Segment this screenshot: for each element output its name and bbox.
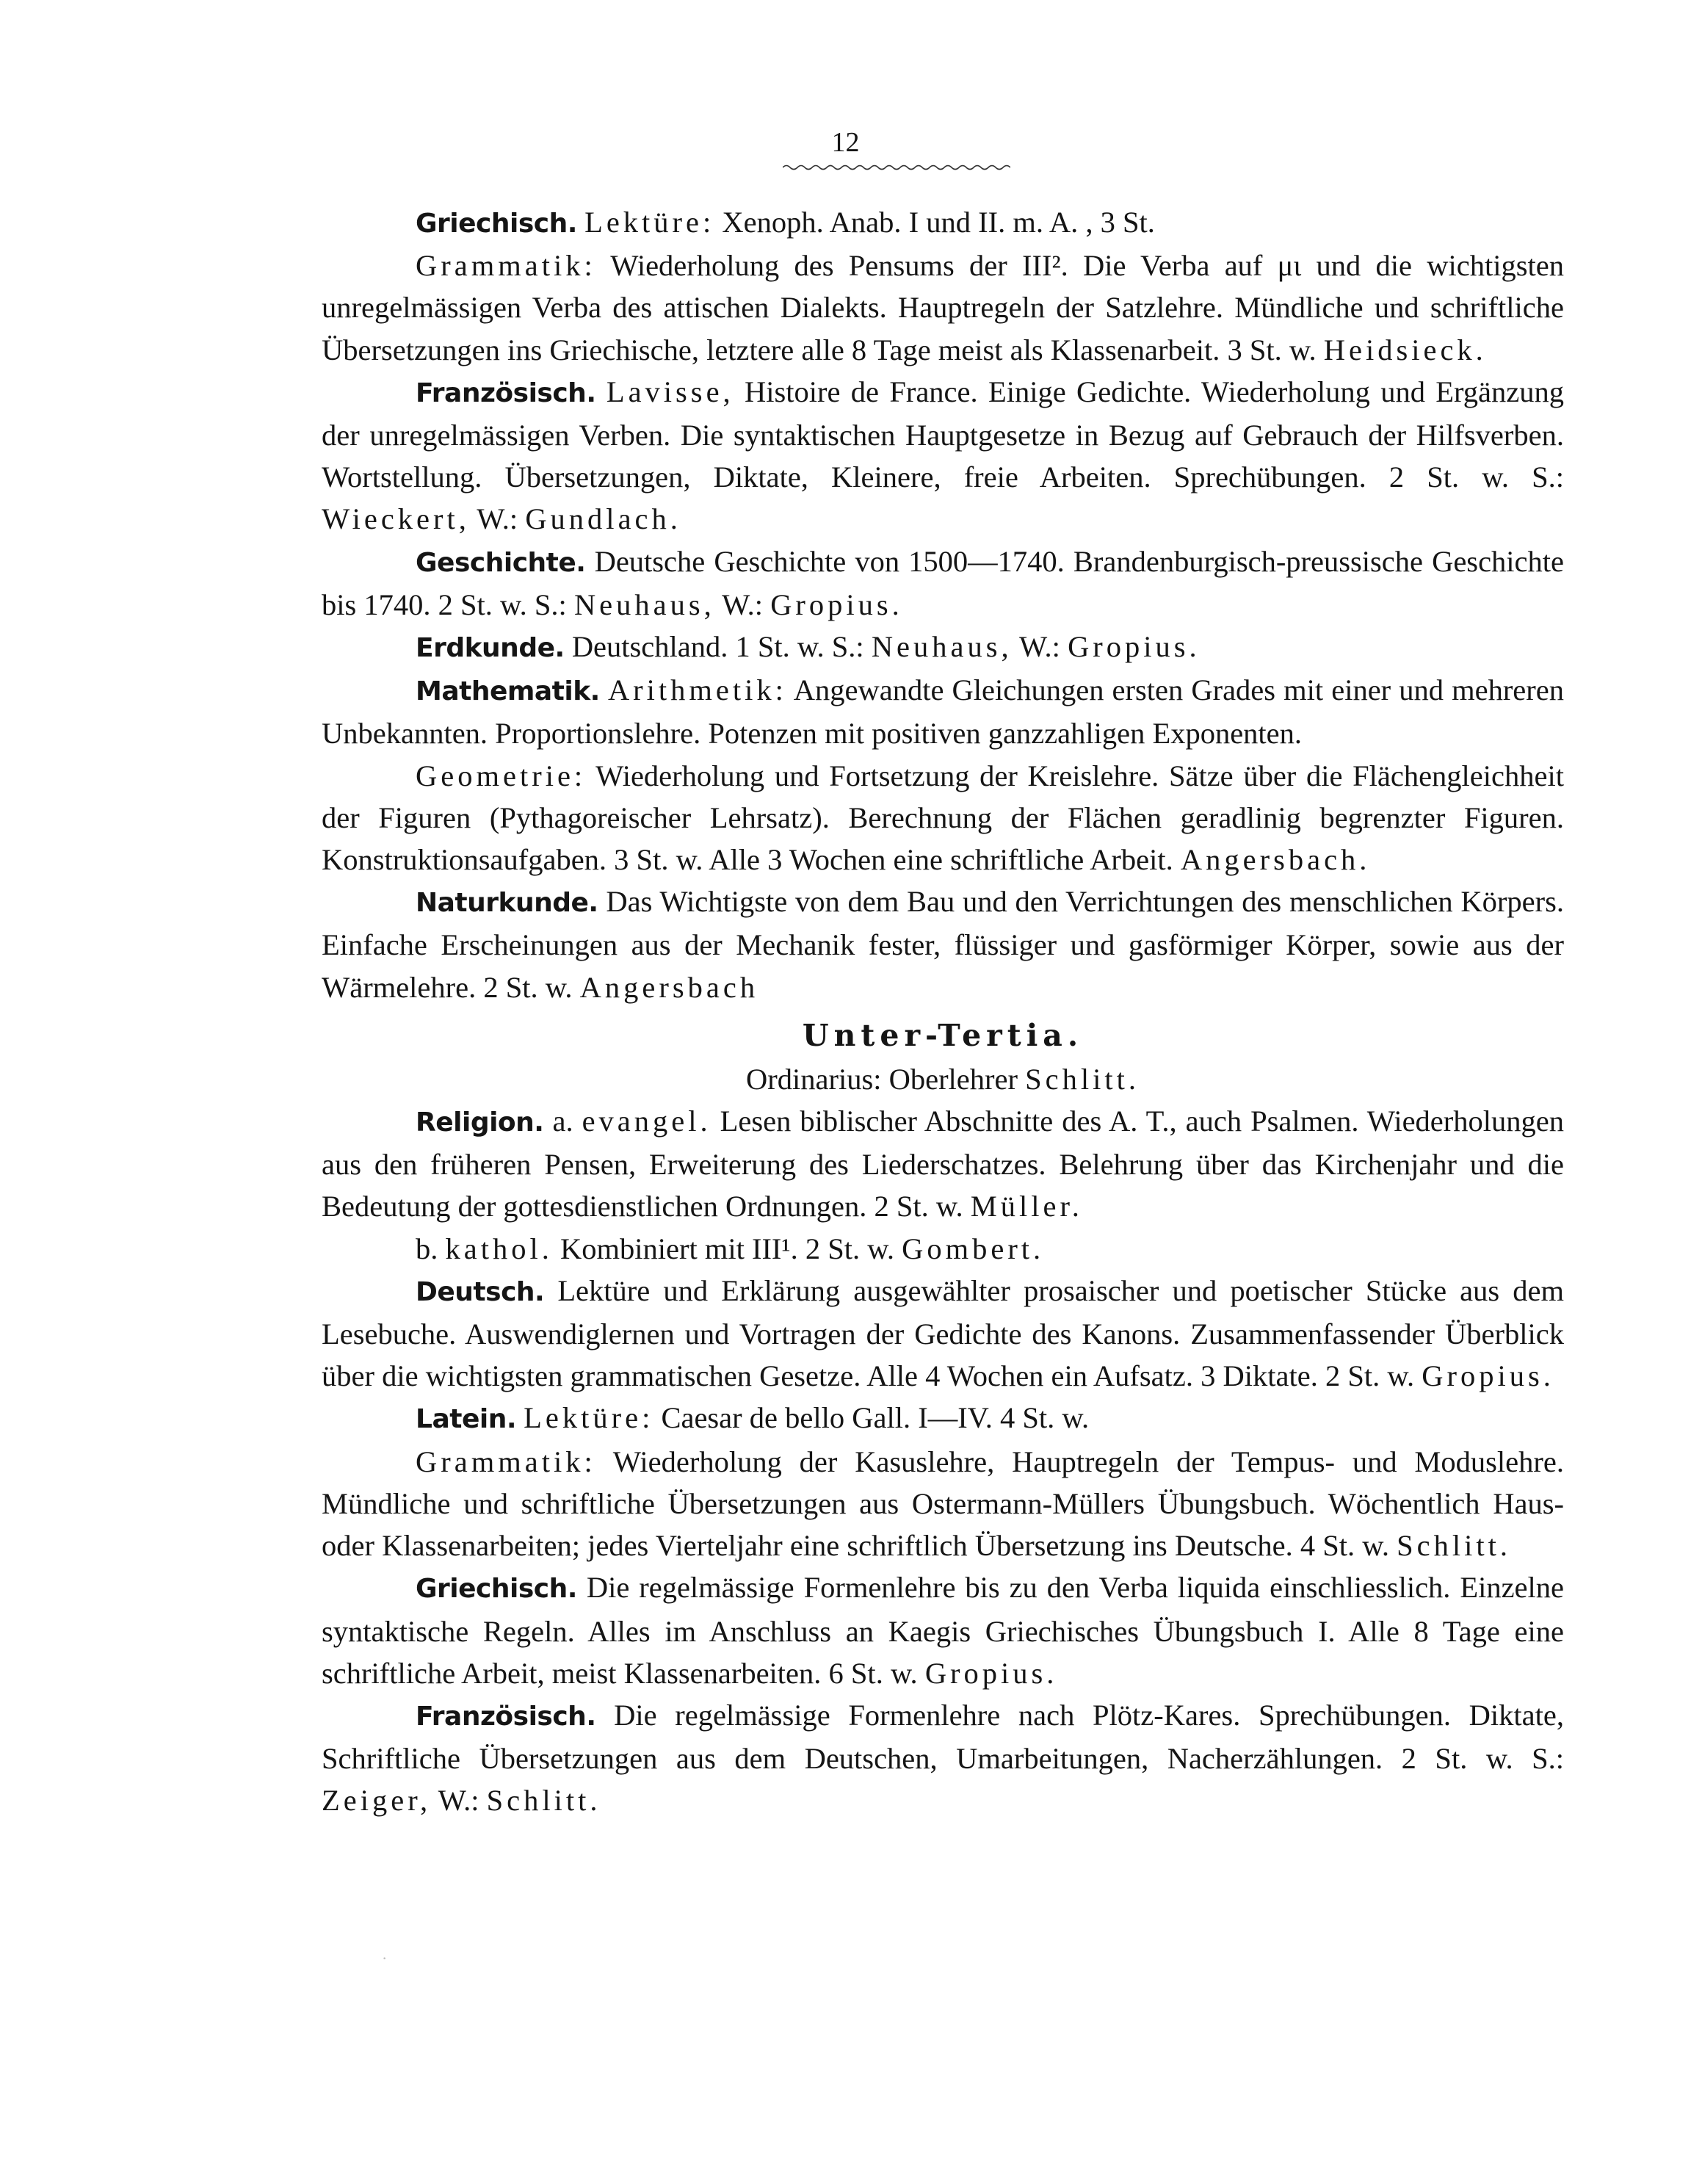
text-run: Deutschland. 1 St. w. S.: [564,630,872,664]
body-text [322,201,1564,1822]
section-title: Unter-Tertia. [802,1017,1084,1053]
paragraph [322,540,1564,626]
subject-heading: Naturkunde. [416,888,598,919]
spaced-term: kathol. [445,1232,553,1265]
subject-heading: Griechisch. [416,1574,577,1605]
spaced-term: Grammatik: [416,1444,596,1478]
spaced-term: Heidsieck. [1323,333,1487,366]
text-run: Deutsche Geschichte von 1500—1740. Brandenburgisch-preussische Geschichte bis 1740. 2 St. w. S.: [322,544,1564,621]
paragraph [322,669,1564,754]
spaced-term: Zeiger, [322,1784,432,1818]
ordinarius-line [322,1058,1564,1100]
paragraph [322,1441,1564,1567]
paragraph [322,1566,1564,1694]
spaced-term: Gundlach. [525,502,681,536]
spaced-term: Schlitt. [1397,1529,1512,1563]
spaced-term: evangel. [582,1104,711,1138]
ordinarius-rank: Oberlehrer [888,1062,1018,1096]
library-stamp: · [382,1949,388,1967]
subject-heading: Geschichte. [416,547,586,578]
spaced-term: Gropius. [770,587,903,621]
spaced-term: Lektüre: [524,1401,654,1435]
spaced-term: Gombert. [902,1232,1045,1265]
subject-heading: Französisch. [416,377,596,408]
text-run: b. [416,1232,446,1265]
spaced-term: Müller. [970,1190,1083,1223]
text-run: Das Wichtigste von dem Bau und den Verrichtungen des menschlichen Körpers. Einfache Erscheinungen aus der Mechanik fester, flüssiger und gasförmiger Körper, sowie aus der Wärmelehre. 2 St. w. [322,885,1564,1004]
text-run: Caesar de bello Gall. I—IV. 4 St. w. [653,1401,1090,1435]
spaced-term: Grammatik: [416,249,596,283]
text-run: Wiederholung des Pensums der III². [595,249,1068,283]
spaced-term: Angersbach [579,970,759,1004]
spaced-term: Gropius. [924,1656,1058,1690]
subject-heading: Latein. [416,1404,517,1435]
paragraph [322,626,1564,669]
spaced-term: Gropius. [1422,1359,1554,1393]
text-run: W.: [469,502,526,536]
paragraph [322,755,1564,881]
text-run [516,1401,524,1434]
lower-section [322,1100,1564,1821]
spaced-term: Gropius. [1068,630,1201,664]
subject-heading: Griechisch. [416,209,577,239]
paragraph [322,1228,1564,1270]
subject-heading: Erdkunde. [416,633,565,664]
text-run: a. [543,1104,582,1138]
text-run: Die regelmässige Formenlehre bis zu den Verba liquida einschliesslich. Einzelne syntaktische Regeln. Alles im Anschluss an Kaegis Griechisches Übungsbuch I. Alle 8 Tage eine schriftliche Arbeit, meist Klassenarbeiten. 6 St. w. [322,1571,1564,1690]
text-run: Wiederholung der Kasuslehre, Hauptregeln der Tempus- und Moduslehre. Mündliche und schriftliche Übersetzungen aus Ostermann-Müllers Übungsbuch. Wöchentlich Haus- oder Klassenarbeiten; jedes Vierteljahr eine schriftlich Übersetzung ins Deutsche. 4 St. w. [322,1444,1564,1563]
ordinarius-label: Ordinarius: [746,1062,882,1096]
text-run: Angewandte Gleichungen ersten Grades mit einer und mehreren Unbekannten. Proportionslehre. Potenzen mit positiven ganzzahligen Exponenten. [322,673,1565,751]
text-run: Lesen biblischer Abschnitte des A. T., auch Psalmen. Wiederholungen aus den früheren Pensen, Erweiterung des Liederschatzes. Belehrung über das Kirchenjahr und die Bedeutung der gottesdienstlichen Ordnungen. 2 St. w. [322,1104,1564,1223]
spaced-term: Lavisse, [606,375,734,408]
text-run: Histoire de France. Einige Gedichte. Wiederholung und Ergänzung der unregelmässigen Verben. Die syntaktischen Hauptgesetze in Bezug auf Gebrauch der Hilfsverben. Wortstellung. Übersetzungen, Diktate, Kleinere, freie Arbeiten. Sprechübungen. 2 St. w. S.: [322,375,1565,494]
spaced-term: Neuhaus, [871,630,1013,664]
spaced-term: Neuhaus, [573,587,715,621]
paragraph [322,1270,1564,1397]
paragraph [322,245,1564,371]
subject-heading: Mathematik. [416,676,600,707]
spaced-term: Lektüre: [584,206,715,239]
paragraph [322,201,1564,245]
paragraph [322,1694,1564,1822]
spaced-term: Schlitt. [486,1784,601,1818]
text-run: Xenoph. Anab. I und II. m. A. , 3 St. [714,206,1155,239]
paragraph [322,1397,1564,1440]
text-run [600,673,608,706]
text-run: Wiederholung und Fortsetzung der Kreislehre. Sätze über die Flächengleichheit der Figuren (Pythagoreischer Lehrsatz). Berechnung der Flächen geradlinig begrenzter Figuren. Konstruktionsaufgaben. 3 St. w. Alle 3 Wochen eine schriftliche Arbeit. [322,759,1564,877]
text-run: Kombiniert mit III¹. 2 St. w. [552,1232,902,1265]
subject-heading: Religion. [416,1107,544,1138]
text-run: Die Verba auf μι und die wichtigsten unregelmässigen Verba des attischen Dialekts. Hauptregeln der Satzlehre. Mündliche und schriftliche Übersetzungen ins Griechische, letztere alle 8 Tage meist als Klassenarbeit. 3 St. w. [322,249,1564,366]
spaced-term: Wieckert, [322,502,470,536]
upper-section [322,201,1564,1008]
text-run [596,375,606,408]
paragraph [322,371,1564,540]
ordinarius-name: Schlitt. [1025,1062,1140,1096]
text-run [577,206,584,239]
subject-heading: Französisch. [416,1701,596,1732]
text-run: W.: [431,1784,487,1818]
paragraph [322,1100,1564,1228]
spaced-term: Angersbach. [1180,843,1371,877]
subject-heading: Deutsch. [416,1276,545,1307]
page-number: 12 [831,127,860,158]
wavy-ornament [783,163,1010,172]
text-run: W.: [1012,630,1068,664]
paragraph [322,881,1564,1008]
text-run: Lektüre und Erklärung ausgewählter prosaischer und poetischer Stücke aus dem Lesebuche. Auswendiglernen und Vortragen der Gedichte des Kanons. Zusammenfassender Überblick über die wichtigsten grammatischen Gesetze. Alle 4 Wochen ein Aufsatz. 3 Diktate. 2 St. w. [322,1273,1564,1393]
spaced-term: Geometrie: [416,759,587,792]
text-run: W.: [714,587,771,621]
spaced-term: Arithmetik: [607,673,787,707]
text-run: Die regelmässige Formenlehre nach Plötz-Kares. Sprechübungen. Diktate, Schriftliche Übersetzungen aus dem Deutschen, Umarbeitungen, Nacherzählungen. 2 St. w. S.: [322,1698,1564,1776]
